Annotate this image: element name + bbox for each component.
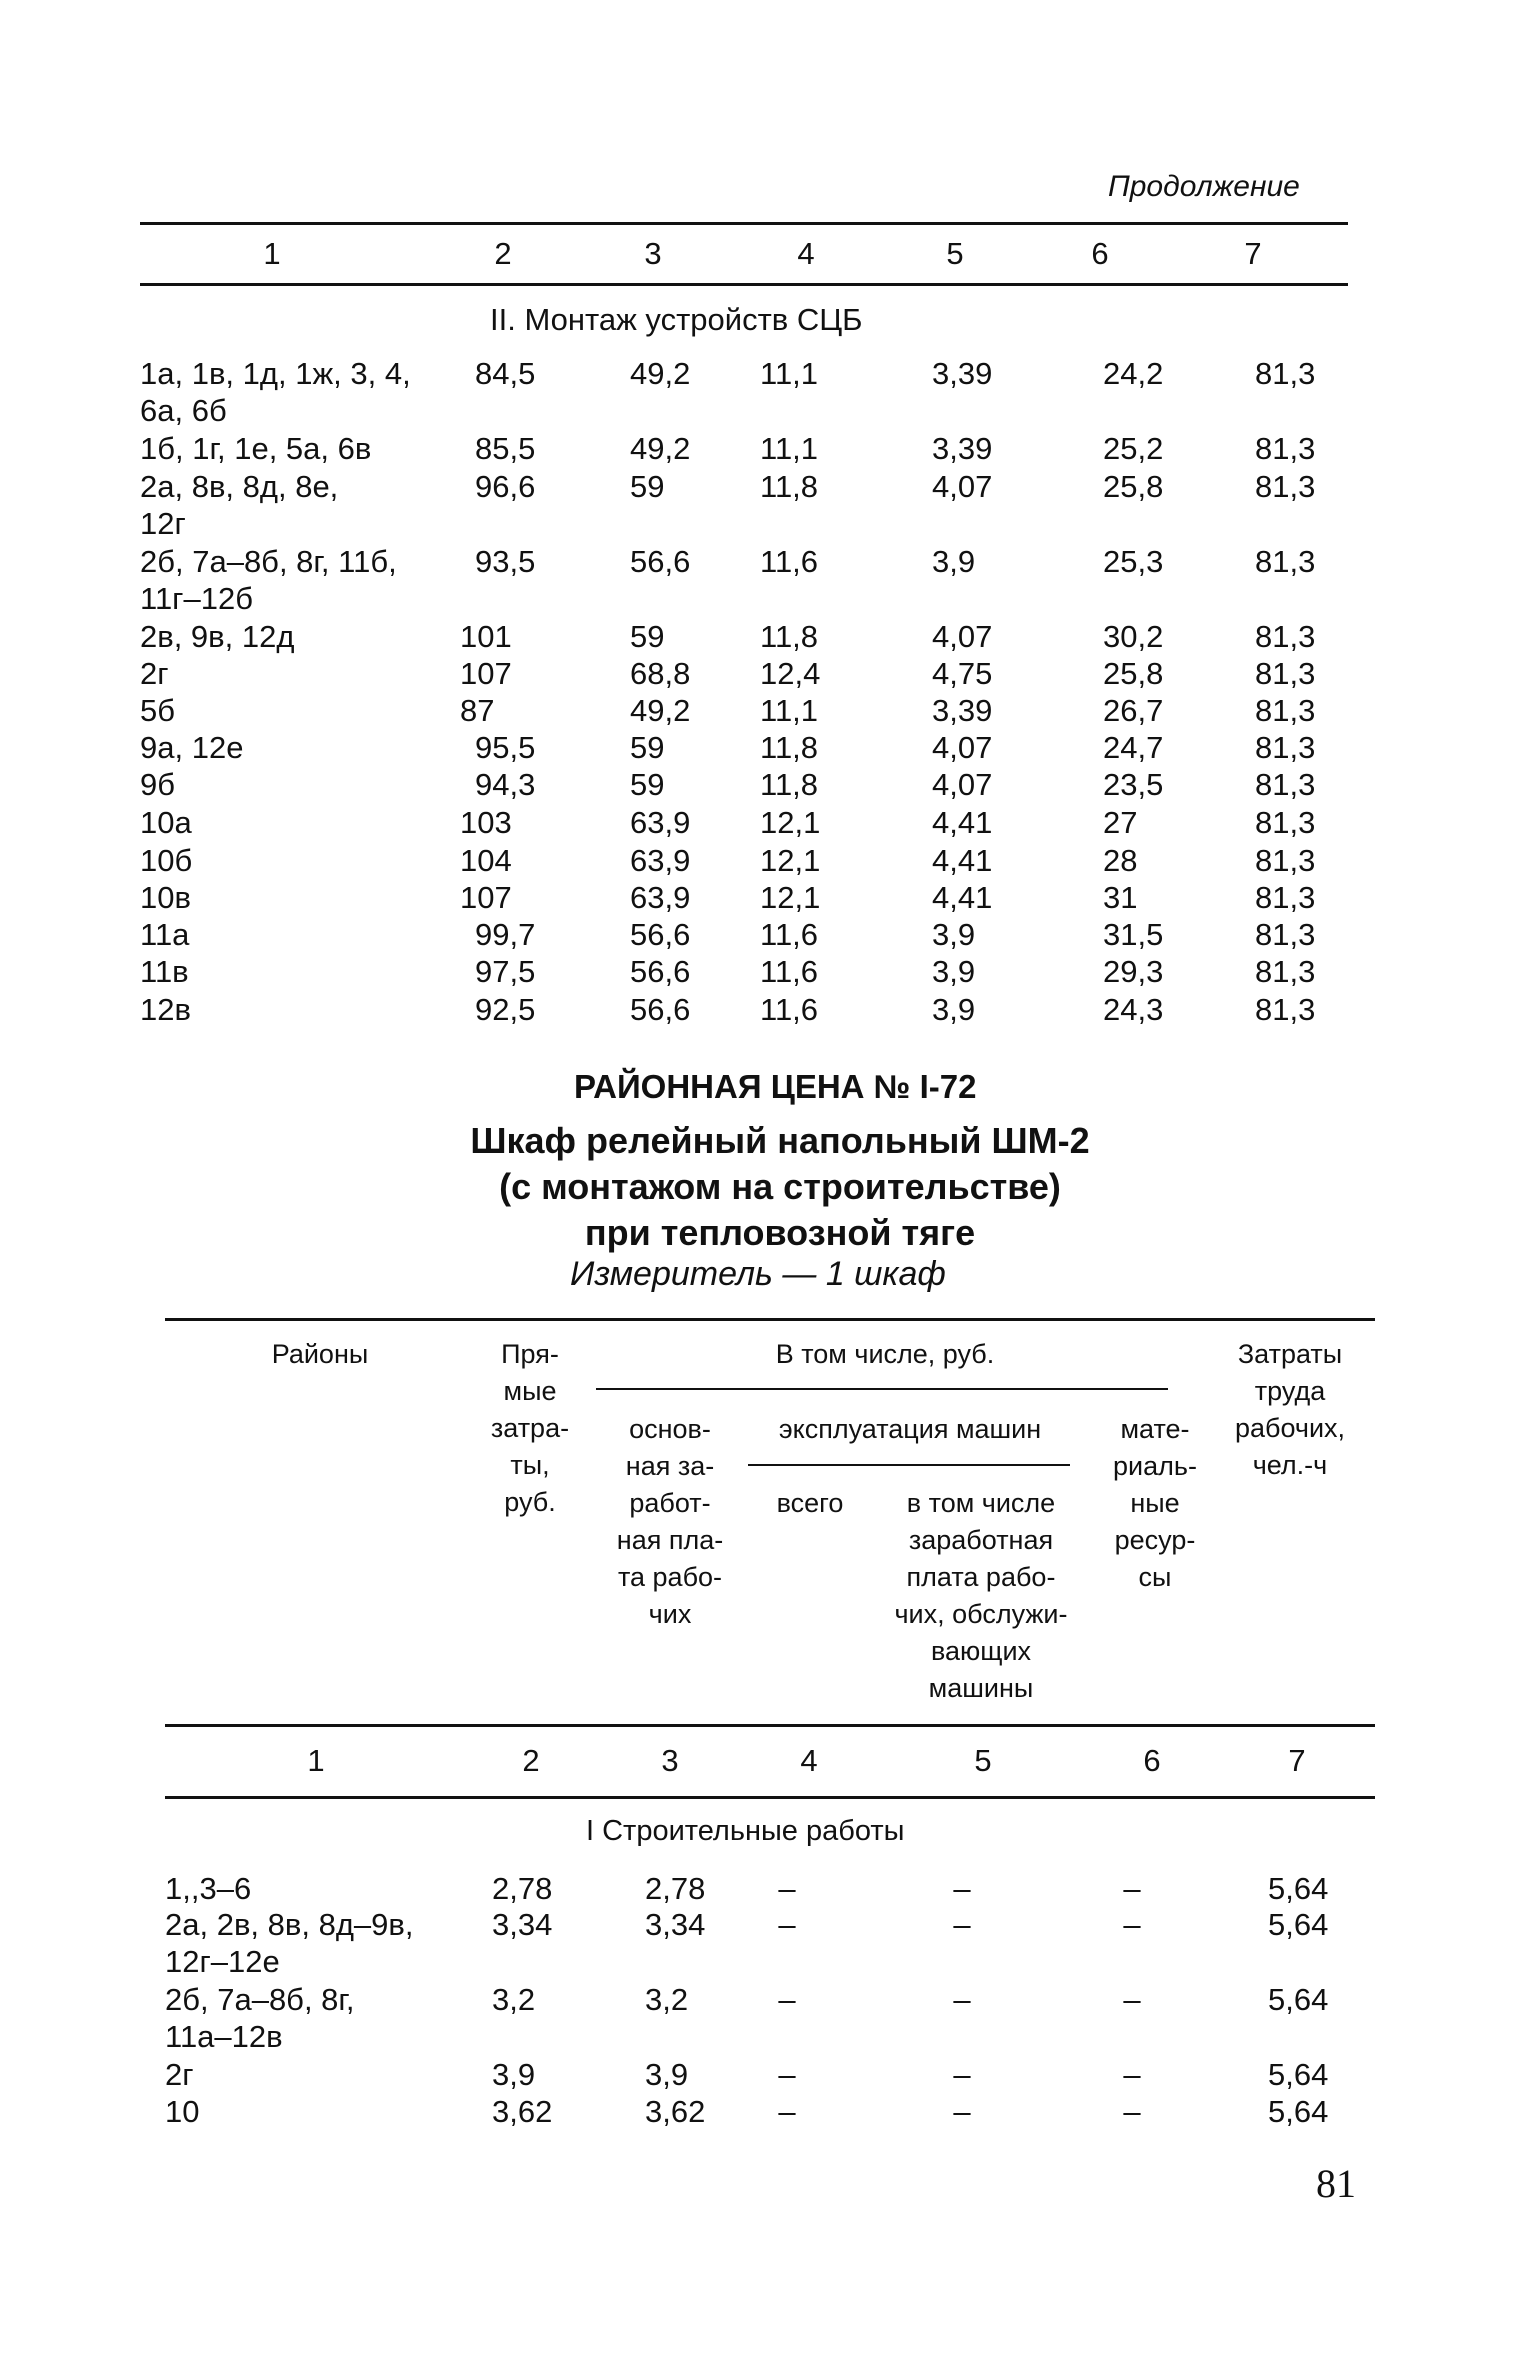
page-number: 81 <box>1316 2161 1356 2206</box>
value-cell: 56,6 <box>630 917 691 952</box>
value-cell: 11,1 <box>760 693 819 728</box>
value-cell: 3,9 <box>932 917 976 952</box>
value-cell: 59 <box>630 767 665 802</box>
value-cell: 4,41 <box>932 843 993 878</box>
region-cell: 2а, 8в, 8д, 8е, <box>140 469 339 504</box>
value-cell: 11,8 <box>760 767 819 802</box>
value-cell: 3,34 <box>645 1907 706 1942</box>
heading-line: при тепловозной тяге <box>584 1212 976 1253</box>
column-number: 3 <box>644 236 662 271</box>
value-cell: 11,1 <box>760 356 819 391</box>
value-cell: 81,3 <box>1255 544 1316 579</box>
value-cell: 12,1 <box>760 805 821 840</box>
region-cell: 2г <box>140 656 169 691</box>
header-materials-line: ные <box>1130 1488 1180 1518</box>
value-cell: 5,64 <box>1268 1907 1329 1942</box>
value-cell: – <box>778 1871 796 1906</box>
value-cell: 11,1 <box>760 431 819 466</box>
value-cell: 26,7 <box>1103 693 1164 728</box>
region-cell: 10б <box>140 843 193 878</box>
value-cell: 101 <box>460 619 512 654</box>
value-cell: 81,3 <box>1255 431 1316 466</box>
value-cell: 63,9 <box>630 843 691 878</box>
column-number: 3 <box>661 1743 679 1778</box>
value-cell: 85,5 <box>475 431 536 466</box>
region-cell: 12г–12е <box>165 1944 280 1979</box>
unit-of-measure: Измеритель — 1 шкаф <box>570 1255 946 1293</box>
value-cell: 3,9 <box>492 2057 536 2092</box>
value-cell: 25,3 <box>1103 544 1164 579</box>
value-cell: 11,6 <box>760 954 819 989</box>
value-cell: 27 <box>1103 805 1138 840</box>
value-cell: 25,8 <box>1103 469 1164 504</box>
value-cell: 12,1 <box>760 880 821 915</box>
value-cell: 3,62 <box>492 2094 553 2129</box>
header-labor-costs-line: рабочих, <box>1234 1413 1346 1443</box>
header-regions: Районы <box>271 1339 369 1369</box>
header-materials-line: ресур- <box>1114 1525 1196 1555</box>
value-cell: 81,3 <box>1255 992 1316 1027</box>
region-cell: 11в <box>140 954 189 989</box>
header-direct-costs-line: затра- <box>490 1413 570 1443</box>
value-cell: 4,07 <box>932 767 993 802</box>
header-direct-costs-line: Пря- <box>501 1339 559 1369</box>
column-number: 4 <box>797 236 815 271</box>
continuation-label: Продолжение <box>1108 170 1300 203</box>
value-cell: 4,07 <box>932 619 993 654</box>
value-cell: 12,4 <box>760 656 821 691</box>
value-cell: – <box>778 1907 796 1942</box>
region-cell: 10 <box>165 2094 200 2129</box>
value-cell: 84,5 <box>475 356 536 391</box>
header-direct-costs-line: руб. <box>504 1487 556 1517</box>
value-cell: 11,8 <box>760 469 819 504</box>
value-cell: – <box>778 2094 796 2129</box>
value-cell: 29,3 <box>1103 954 1164 989</box>
value-cell: 30,2 <box>1103 619 1164 654</box>
column-number: 6 <box>1091 236 1109 271</box>
value-cell: 24,3 <box>1103 992 1164 1027</box>
region-cell: 1,,3–6 <box>165 1871 252 1906</box>
heading-line: Шкаф релейный напольный ШМ-2 <box>470 1120 1090 1161</box>
header-base-wage-line: чих <box>648 1599 692 1629</box>
header-labor-costs-line: Затраты <box>1237 1339 1343 1369</box>
value-cell: 81,3 <box>1255 693 1316 728</box>
value-cell: 4,41 <box>932 880 993 915</box>
column-number: 2 <box>522 1743 540 1778</box>
region-cell: 10а <box>140 805 192 840</box>
value-cell: 25,8 <box>1103 656 1164 691</box>
value-cell: 3,39 <box>932 356 993 391</box>
region-cell: 2в, 9в, 12д <box>140 619 295 654</box>
value-cell: 24,2 <box>1103 356 1164 391</box>
value-cell: 11,8 <box>760 730 819 765</box>
column-number: 1 <box>263 236 281 271</box>
header-base-wage-line: основ- <box>629 1414 711 1444</box>
price-title: РАЙОННАЯ ЦЕНА № I-72 <box>574 1068 977 1105</box>
machine-operation-rule <box>748 1464 1070 1466</box>
table1-top-rule <box>140 222 1348 225</box>
value-cell: 56,6 <box>630 992 691 1027</box>
value-cell: 81,3 <box>1255 767 1316 802</box>
value-cell: 81,3 <box>1255 880 1316 915</box>
header-wage-machine-workers-line: вающих <box>930 1636 1032 1666</box>
value-cell: 81,3 <box>1255 730 1316 765</box>
value-cell: – <box>1123 1871 1141 1906</box>
header-direct-costs-line: мые <box>503 1376 557 1406</box>
region-cell: 2б, 7а–8б, 8г, 11б, <box>140 544 397 579</box>
value-cell: 5,64 <box>1268 2094 1329 2129</box>
value-cell: – <box>778 1982 796 2017</box>
value-cell: 97,5 <box>475 954 536 989</box>
value-cell: 3,2 <box>645 1982 689 2017</box>
table1-header-rule <box>140 283 1348 286</box>
value-cell: 93,5 <box>475 544 536 579</box>
value-cell: 59 <box>630 619 665 654</box>
value-cell: 4,07 <box>932 469 993 504</box>
value-cell: – <box>778 2057 796 2092</box>
region-cell: 11а–12в <box>165 2019 283 2054</box>
value-cell: 81,3 <box>1255 917 1316 952</box>
value-cell: 3,62 <box>645 2094 706 2129</box>
header-total: всего <box>776 1488 844 1518</box>
header-including: В том числе, руб. <box>775 1339 995 1369</box>
value-cell: 3,9 <box>645 2057 689 2092</box>
value-cell: 49,2 <box>630 431 691 466</box>
value-cell: 81,3 <box>1255 805 1316 840</box>
value-cell: 63,9 <box>630 880 691 915</box>
column-number: 7 <box>1244 236 1262 271</box>
column-number: 4 <box>800 1743 818 1778</box>
column-number: 5 <box>946 236 964 271</box>
value-cell: 68,8 <box>630 656 691 691</box>
value-cell: – <box>1123 2057 1141 2092</box>
header-wage-machine-workers-line: чих, обслужи- <box>894 1599 1068 1629</box>
value-cell: – <box>953 1982 971 2017</box>
table2-top-rule <box>165 1318 1375 1321</box>
value-cell: 2,78 <box>492 1871 553 1906</box>
value-cell: 4,41 <box>932 805 993 840</box>
column-number: 5 <box>974 1743 992 1778</box>
value-cell: 5,64 <box>1268 2057 1329 2092</box>
header-base-wage-line: ная за- <box>625 1451 715 1481</box>
table2-header-rule <box>165 1724 1375 1727</box>
value-cell: – <box>1123 1982 1141 2017</box>
value-cell: 3,9 <box>932 992 976 1027</box>
value-cell: 99,7 <box>475 917 536 952</box>
value-cell: 24,7 <box>1103 730 1164 765</box>
region-cell: 12в <box>140 992 191 1027</box>
value-cell: 3,2 <box>492 1982 536 2017</box>
value-cell: 25,2 <box>1103 431 1164 466</box>
region-cell: 2а, 2в, 8в, 8д–9в, <box>165 1907 414 1942</box>
value-cell: 56,6 <box>630 954 691 989</box>
region-cell: 1б, 1г, 1е, 5а, 6в <box>140 431 372 466</box>
region-cell: 9а, 12е <box>140 730 244 765</box>
value-cell: – <box>1123 2094 1141 2129</box>
value-cell: 5,64 <box>1268 1871 1329 1906</box>
column-number: 7 <box>1288 1743 1306 1778</box>
region-cell: 2г <box>165 2057 194 2092</box>
value-cell: 92,5 <box>475 992 536 1027</box>
header-wage-machine-workers-line: в том числе <box>906 1488 1056 1518</box>
value-cell: 28 <box>1103 843 1138 878</box>
value-cell: 81,3 <box>1255 843 1316 878</box>
value-cell: 63,9 <box>630 805 691 840</box>
region-cell: 11г–12б <box>140 581 253 616</box>
value-cell: 107 <box>460 880 512 915</box>
value-cell: – <box>1123 1907 1141 1942</box>
region-cell: 1а, 1в, 1д, 1ж, 3, 4, <box>140 356 411 391</box>
header-base-wage-line: работ- <box>629 1488 711 1518</box>
region-cell: 12г <box>140 506 186 541</box>
header-wage-machine-workers-line: заработная <box>908 1525 1054 1555</box>
column-number: 2 <box>494 236 512 271</box>
region-cell: 6а, 6б <box>140 393 227 428</box>
region-cell: 5б <box>140 693 175 728</box>
region-cell: 10в <box>140 880 191 915</box>
value-cell: 3,34 <box>492 1907 553 1942</box>
value-cell: – <box>953 2094 971 2129</box>
including-rule <box>596 1388 1168 1390</box>
value-cell: 95,5 <box>475 730 536 765</box>
value-cell: 81,3 <box>1255 619 1316 654</box>
value-cell: 49,2 <box>630 693 691 728</box>
value-cell: 81,3 <box>1255 656 1316 691</box>
value-cell: 2,78 <box>645 1871 706 1906</box>
table2-section-title: I Строительные работы <box>586 1815 905 1847</box>
header-direct-costs-line: ты, <box>510 1450 550 1480</box>
value-cell: 96,6 <box>475 469 536 504</box>
value-cell: 81,3 <box>1255 469 1316 504</box>
value-cell: 31,5 <box>1103 917 1164 952</box>
header-labor-costs-line: труда <box>1254 1376 1326 1406</box>
value-cell: 81,3 <box>1255 356 1316 391</box>
value-cell: 11,6 <box>760 544 819 579</box>
region-cell: 2б, 7а–8б, 8г, <box>165 1982 355 2017</box>
heading-line: (с монтажом на строительстве) <box>499 1166 1061 1207</box>
value-cell: 94,3 <box>475 767 536 802</box>
value-cell: – <box>953 1907 971 1942</box>
value-cell: 59 <box>630 469 665 504</box>
column-number: 6 <box>1143 1743 1161 1778</box>
value-cell: 5,64 <box>1268 1982 1329 2017</box>
value-cell: 4,07 <box>932 730 993 765</box>
header-base-wage-line: та рабо- <box>617 1562 723 1592</box>
value-cell: – <box>953 1871 971 1906</box>
value-cell: 31 <box>1103 880 1138 915</box>
value-cell: – <box>953 2057 971 2092</box>
header-machine-operation: эксплуатация машин <box>778 1414 1042 1444</box>
value-cell: 3,9 <box>932 954 976 989</box>
value-cell: 87 <box>460 693 495 728</box>
region-cell: 9б <box>140 767 175 802</box>
value-cell: 103 <box>460 805 512 840</box>
price-heading <box>420 1118 1140 1256</box>
header-wage-machine-workers-line: машины <box>928 1673 1034 1703</box>
value-cell: 104 <box>460 843 512 878</box>
value-cell: 81,3 <box>1255 954 1316 989</box>
table2-colnum-rule <box>165 1796 1375 1799</box>
value-cell: 11,8 <box>760 619 819 654</box>
header-materials-line: риаль- <box>1113 1451 1197 1481</box>
header-labor-costs-line: чел.-ч <box>1252 1450 1328 1480</box>
value-cell: 59 <box>630 730 665 765</box>
value-cell: 3,39 <box>932 431 993 466</box>
header-materials-line: мате- <box>1120 1414 1190 1444</box>
value-cell: 11,6 <box>760 917 819 952</box>
value-cell: 3,39 <box>932 693 993 728</box>
value-cell: 49,2 <box>630 356 691 391</box>
value-cell: 23,5 <box>1103 767 1164 802</box>
column-number: 1 <box>307 1743 325 1778</box>
header-materials-line: сы <box>1138 1562 1172 1592</box>
table1-section-title: II. Монтаж устройств СЦБ <box>490 302 863 337</box>
value-cell: 4,75 <box>932 656 993 691</box>
value-cell: 3,9 <box>932 544 976 579</box>
value-cell: 56,6 <box>630 544 691 579</box>
header-base-wage-line: ная пла- <box>616 1525 724 1555</box>
region-cell: 11а <box>140 917 190 952</box>
header-wage-machine-workers-line: плата рабо- <box>906 1562 1056 1592</box>
value-cell: 11,6 <box>760 992 819 1027</box>
value-cell: 12,1 <box>760 843 821 878</box>
value-cell: 107 <box>460 656 512 691</box>
